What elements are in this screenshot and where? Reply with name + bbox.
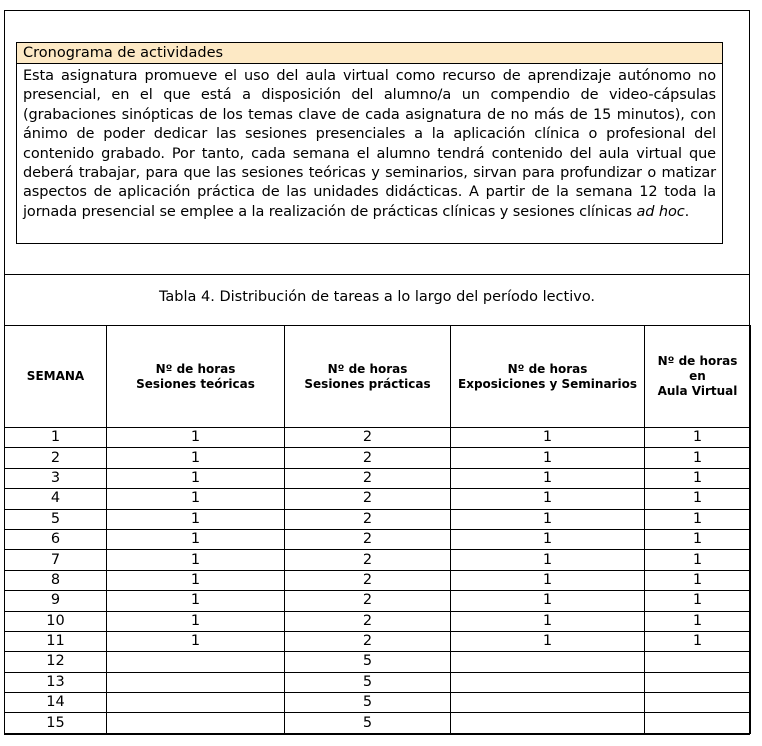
cell-exposiciones bbox=[451, 652, 645, 672]
cell-teoricas: 1 bbox=[107, 611, 285, 631]
cell-semana: 1 bbox=[5, 428, 107, 448]
cell-aula: 1 bbox=[645, 509, 751, 529]
header-aula-line1: Nº de horas bbox=[657, 354, 738, 368]
cell-exposiciones: 1 bbox=[451, 611, 645, 631]
cell-practicas: 5 bbox=[285, 652, 451, 672]
cell-exposiciones: 1 bbox=[451, 509, 645, 529]
cell-teoricas: 1 bbox=[107, 529, 285, 549]
cronograma-title: Cronograma de actividades bbox=[17, 43, 722, 64]
cell-teoricas bbox=[107, 672, 285, 692]
cell-semana: 12 bbox=[5, 652, 107, 672]
cell-practicas: 2 bbox=[285, 570, 451, 590]
cell-practicas: 2 bbox=[285, 448, 451, 468]
cell-aula bbox=[645, 693, 751, 713]
header-aula bbox=[645, 326, 751, 428]
header-practicas-line1: Nº de horas bbox=[327, 361, 408, 376]
cell-exposiciones bbox=[451, 693, 645, 713]
table-row bbox=[5, 631, 751, 651]
cell-practicas: 2 bbox=[285, 489, 451, 509]
cell-aula: 1 bbox=[645, 611, 751, 631]
cell-practicas: 5 bbox=[285, 672, 451, 692]
cell-semana: 4 bbox=[5, 489, 107, 509]
cell-practicas: 2 bbox=[285, 509, 451, 529]
cell-aula bbox=[645, 652, 751, 672]
table-caption: Tabla 4. Distribución de tareas a lo largo del período lectivo. bbox=[158, 289, 596, 305]
header-semana bbox=[5, 326, 107, 428]
cell-semana: 10 bbox=[5, 611, 107, 631]
cell-teoricas bbox=[107, 652, 285, 672]
cronograma-box bbox=[16, 42, 723, 244]
cell-semana: 15 bbox=[5, 713, 107, 733]
cell-practicas: 2 bbox=[285, 529, 451, 549]
cell-exposiciones: 1 bbox=[451, 448, 645, 468]
cell-teoricas bbox=[107, 693, 285, 713]
cell-semana: 8 bbox=[5, 570, 107, 590]
header-teoricas bbox=[107, 326, 285, 428]
cell-aula bbox=[645, 672, 751, 692]
cell-practicas: 2 bbox=[285, 591, 451, 611]
cell-exposiciones: 1 bbox=[451, 570, 645, 590]
header-aula-line3: Aula Virtual bbox=[657, 384, 738, 398]
table-row bbox=[5, 713, 751, 733]
table-row bbox=[5, 489, 751, 509]
cell-exposiciones: 1 bbox=[451, 529, 645, 549]
table-row bbox=[5, 448, 751, 468]
cell-semana: 7 bbox=[5, 550, 107, 570]
table-header-row bbox=[5, 326, 751, 428]
cell-practicas: 5 bbox=[285, 693, 451, 713]
cell-teoricas: 1 bbox=[107, 468, 285, 488]
cell-exposiciones: 1 bbox=[451, 591, 645, 611]
cell-semana: 6 bbox=[5, 529, 107, 549]
cell-teoricas: 1 bbox=[107, 509, 285, 529]
cell-semana: 3 bbox=[5, 468, 107, 488]
header-teoricas-line2: Sesiones teóricas bbox=[136, 376, 255, 391]
cell-semana: 5 bbox=[5, 509, 107, 529]
cell-exposiciones: 1 bbox=[451, 550, 645, 570]
cell-aula: 1 bbox=[645, 591, 751, 611]
cell-practicas: 2 bbox=[285, 611, 451, 631]
cronograma-end: . bbox=[684, 203, 690, 220]
table-row bbox=[5, 672, 751, 692]
cell-aula: 1 bbox=[645, 570, 751, 590]
cell-aula: 1 bbox=[645, 448, 751, 468]
cell-semana: 11 bbox=[5, 631, 107, 651]
table-row bbox=[5, 529, 751, 549]
cell-practicas: 5 bbox=[285, 713, 451, 733]
cell-exposiciones bbox=[451, 672, 645, 692]
cronograma-italic: ad hoc bbox=[636, 203, 685, 220]
table-row bbox=[5, 652, 751, 672]
table-row bbox=[5, 570, 751, 590]
cell-practicas: 2 bbox=[285, 468, 451, 488]
table-row bbox=[5, 611, 751, 631]
cell-exposiciones bbox=[451, 713, 645, 733]
table-row bbox=[5, 591, 751, 611]
cell-aula: 1 bbox=[645, 489, 751, 509]
cell-teoricas: 1 bbox=[107, 631, 285, 651]
cell-practicas: 2 bbox=[285, 631, 451, 651]
header-exposiciones-line1: Nº de horas bbox=[507, 361, 588, 376]
cell-exposiciones: 1 bbox=[451, 489, 645, 509]
cell-exposiciones: 1 bbox=[451, 428, 645, 448]
cell-aula: 1 bbox=[645, 550, 751, 570]
header-practicas-line2: Sesiones prácticas bbox=[304, 376, 431, 391]
cell-exposiciones: 1 bbox=[451, 631, 645, 651]
table-row bbox=[5, 693, 751, 713]
table-row bbox=[5, 509, 751, 529]
table-body bbox=[5, 428, 751, 734]
cronograma-text bbox=[17, 64, 722, 222]
cell-teoricas: 1 bbox=[107, 570, 285, 590]
cell-practicas: 2 bbox=[285, 428, 451, 448]
cell-aula: 1 bbox=[645, 468, 751, 488]
cell-aula: 1 bbox=[645, 631, 751, 651]
cell-semana: 14 bbox=[5, 693, 107, 713]
cell-semana: 13 bbox=[5, 672, 107, 692]
cell-aula bbox=[645, 713, 751, 733]
table-row bbox=[5, 468, 751, 488]
cell-semana: 9 bbox=[5, 591, 107, 611]
cell-teoricas: 1 bbox=[107, 591, 285, 611]
table-row bbox=[5, 550, 751, 570]
table-row bbox=[5, 428, 751, 448]
header-practicas bbox=[285, 326, 451, 428]
cell-semana: 2 bbox=[5, 448, 107, 468]
header-aula-line2: en bbox=[689, 369, 706, 383]
distribution-table bbox=[4, 325, 751, 734]
header-teoricas-line1: Nº de horas bbox=[155, 361, 236, 376]
cell-teoricas bbox=[107, 713, 285, 733]
cronograma-body: Esta asignatura promueve el uso del aula virtual como recurso de aprendizaje autónomo no presencial, en el que está a disposición del alumno/a un compendio de video-cápsulas (grabaciones sinópticas de los temas clave de cada asignatura de no más de 15 minutos), con ánimo de poder dedicar las sesiones presenciales a la aplicación clínica o profesional del contenido grabado. Por tanto, cada semana el alumno tendrá contenido del aula virtual que deberá trabajar, para que las sesiones teóricas y seminarios, sirvan para profundizar o matizar aspectos de aplicación práctica de las unidades didácticas. A partir de la semana 12 toda la jornada presencial se emplee a la realización de prácticas clínicas y sesiones clínicas bbox=[23, 68, 716, 220]
cell-teoricas: 1 bbox=[107, 428, 285, 448]
cell-practicas: 2 bbox=[285, 550, 451, 570]
cell-teoricas: 1 bbox=[107, 489, 285, 509]
header-semana-label: SEMANA bbox=[26, 369, 85, 383]
header-exposiciones bbox=[451, 326, 645, 428]
cell-teoricas: 1 bbox=[107, 550, 285, 570]
cell-aula: 1 bbox=[645, 428, 751, 448]
cell-teoricas: 1 bbox=[107, 448, 285, 468]
cell-exposiciones: 1 bbox=[451, 468, 645, 488]
cell-aula: 1 bbox=[645, 529, 751, 549]
header-exposiciones-line2: Exposiciones y Seminarios bbox=[458, 376, 637, 391]
